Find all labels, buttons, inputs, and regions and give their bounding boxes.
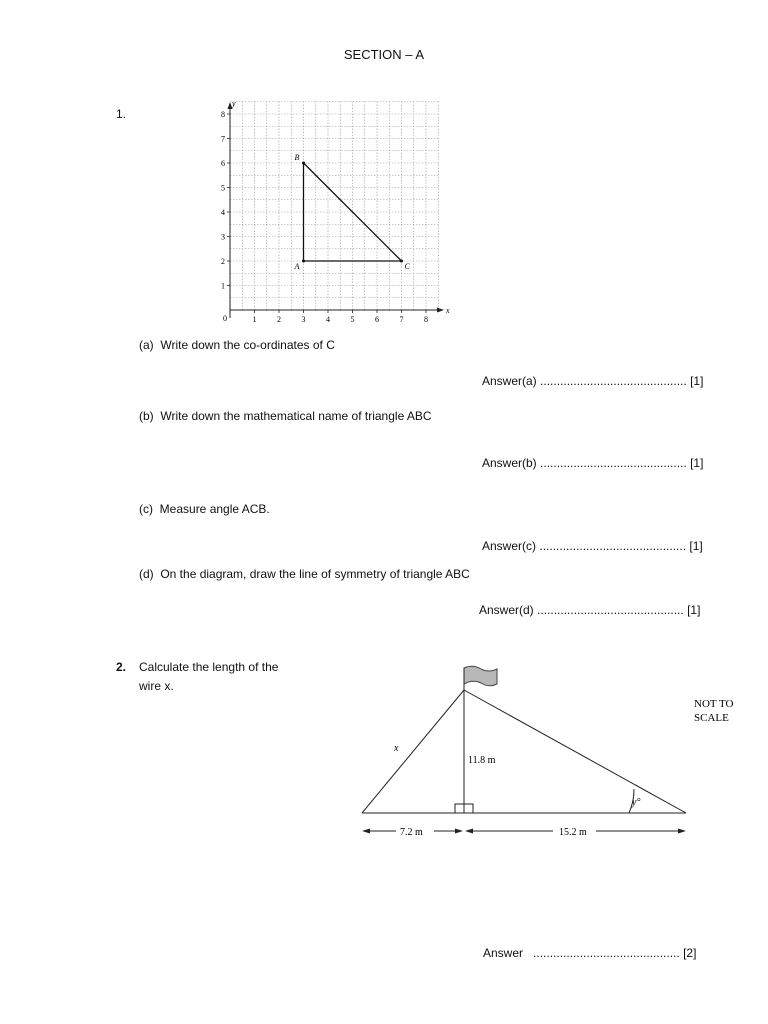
wire-x-label: x xyxy=(394,743,399,754)
q1a-question xyxy=(139,338,335,352)
q2-answer-label: Answer xyxy=(483,946,524,960)
q1b-text: Write down the mathematical name of triangle ABC xyxy=(160,409,432,423)
q1c-label: (c) xyxy=(139,502,153,516)
y-tick-label: 2 xyxy=(221,257,225,266)
x-tick-label: 2 xyxy=(277,315,281,324)
flag-icon xyxy=(464,666,497,686)
q1d-answer-dots[interactable]: ............................................ xyxy=(537,603,684,617)
y-tick-label: 8 xyxy=(221,110,225,119)
section-title: SECTION – A xyxy=(343,47,425,62)
x-axis-label: x xyxy=(446,306,450,315)
q1d-text: On the diagram, draw the line of symmetry of triangle ABC xyxy=(160,567,470,581)
q1c-answer-dots[interactable]: ............................................ xyxy=(539,539,687,553)
q2-text-line1: Calculate the length of the xyxy=(139,660,279,674)
q1-coordinate-grid xyxy=(215,96,460,328)
q1b-label: (b) xyxy=(139,409,154,423)
grid-lines xyxy=(230,102,438,310)
point-label-c: C xyxy=(404,262,410,271)
q1b-marks: [1] xyxy=(690,456,704,470)
q2-triangle-diagram xyxy=(350,660,750,845)
q1c-answer-line[interactable] xyxy=(482,539,703,553)
q1b-question xyxy=(139,409,432,423)
x-tick-label: 8 xyxy=(424,315,428,324)
x-tick-label: 7 xyxy=(399,315,404,324)
y-tick-label: 7 xyxy=(221,134,225,144)
y-tick-label: 6 xyxy=(221,159,225,168)
point-a xyxy=(302,260,305,263)
q1d-answer-line[interactable] xyxy=(479,603,700,617)
q1b-answer-dots[interactable]: ............................................ xyxy=(540,456,687,470)
q1b-answer-line[interactable] xyxy=(482,456,703,470)
point-label-a: A xyxy=(294,262,300,271)
x-tick-label: 3 xyxy=(301,315,306,324)
q1c-question xyxy=(139,502,270,516)
point-c xyxy=(400,260,403,263)
wire-right xyxy=(464,690,686,813)
x-tick-label: 1 xyxy=(252,315,257,324)
question-1-number: 1. xyxy=(116,107,127,121)
point-label-b: B xyxy=(294,153,300,162)
y-tick-label: 1 xyxy=(221,281,225,291)
q1a-marks: [1] xyxy=(690,374,704,388)
left-base-label: 7.2 m xyxy=(400,827,423,838)
q1a-answer-dots[interactable]: ............................................ xyxy=(540,374,687,388)
y-axis-label: y xyxy=(232,99,236,108)
q1d-marks: [1] xyxy=(687,603,701,617)
point-b xyxy=(302,162,305,165)
wire-x xyxy=(362,690,464,813)
q2-marks: [2] xyxy=(683,946,697,960)
q1a-label: (a) xyxy=(139,338,154,352)
x-tick-label: 4 xyxy=(326,315,330,324)
not-to-scale-line2: SCALE xyxy=(694,712,729,724)
q1a-answer-label: Answer(a) xyxy=(482,374,537,388)
tick-labels xyxy=(221,110,428,324)
axes xyxy=(223,99,450,323)
y-tick-label: 3 xyxy=(221,232,225,242)
q1b-answer-label: Answer(b) xyxy=(482,456,537,470)
q1c-text: Measure angle ACB. xyxy=(159,502,270,516)
y-tick-label: 4 xyxy=(221,208,225,217)
question-2-number: 2. xyxy=(116,660,127,674)
y-tick-label: 5 xyxy=(221,183,225,193)
height-label: 11.8 m xyxy=(468,755,496,766)
q1d-question xyxy=(139,567,470,581)
origin-label: 0 xyxy=(223,314,227,323)
q2-text-line2: wire x. xyxy=(139,679,174,693)
q1a-text: Write down the co-ordinates of C xyxy=(160,338,335,352)
q1d-label: (d) xyxy=(139,567,154,581)
q1a-answer-line[interactable] xyxy=(482,374,703,388)
x-tick-label: 5 xyxy=(350,315,355,324)
q2-answer-dots[interactable]: ............................................ xyxy=(533,946,680,960)
angle-y-label: y° xyxy=(632,797,641,808)
x-axis-arrow xyxy=(437,308,444,313)
q1c-marks: [1] xyxy=(689,539,703,553)
x-tick-label: 6 xyxy=(375,315,379,324)
not-to-scale-line1: NOT TO xyxy=(694,698,734,710)
q1d-answer-label: Answer(d) xyxy=(479,603,534,617)
q1c-answer-label: Answer(c) xyxy=(482,539,537,553)
right-base-label: 15.2 m xyxy=(559,827,587,838)
q2-answer-line[interactable] xyxy=(483,946,696,960)
